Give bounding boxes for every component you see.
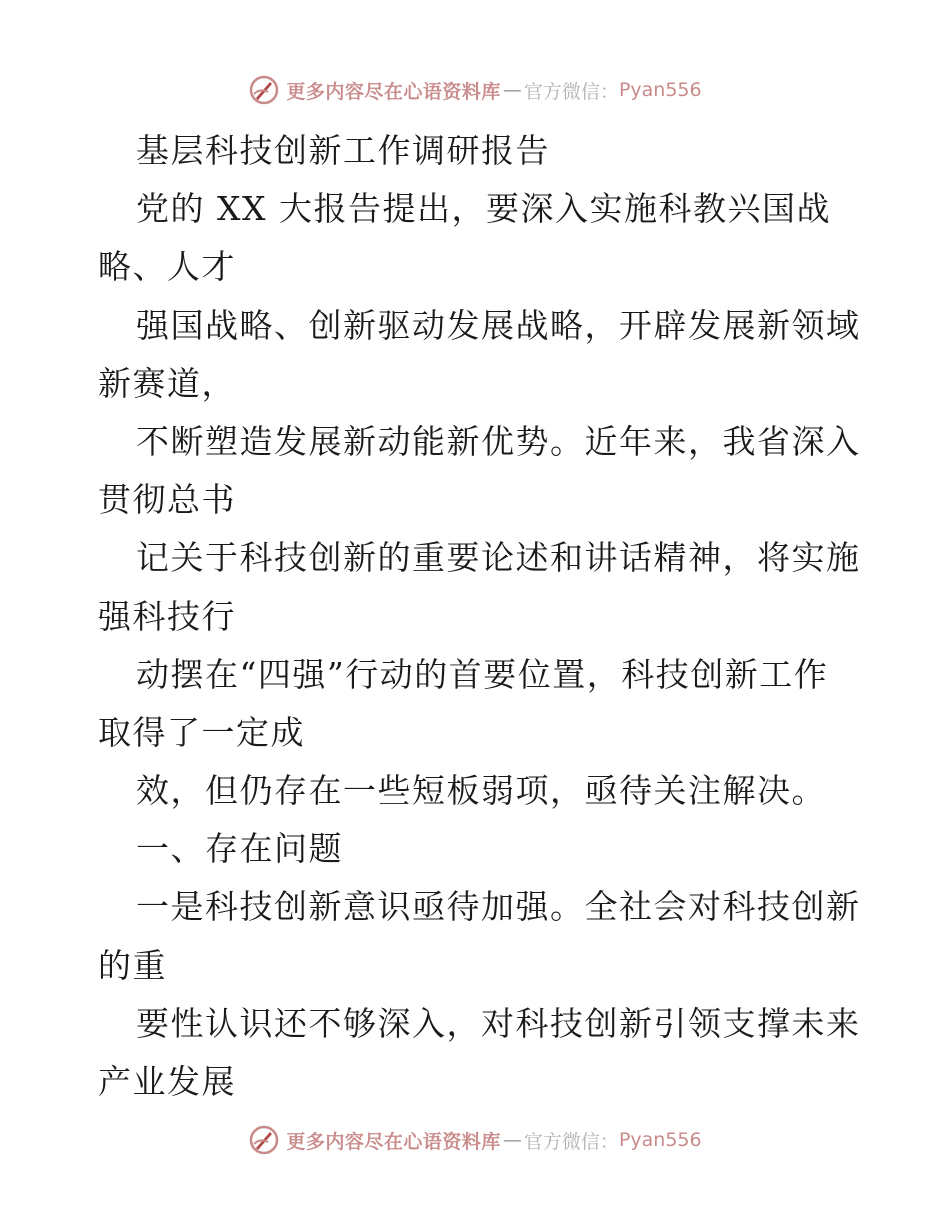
quill-logo-icon (248, 1124, 280, 1156)
text-line: 要性认识还不够深入，对科技创新引领支撑未来 (136, 1003, 861, 1043)
watermark-wechat-label: 官方微信： (523, 1130, 619, 1153)
watermark-brand: 更多内容尽在心语资料库 (286, 1130, 501, 1153)
text-line: 效，但仍存在一些短板弱项，亟待关注解决。 (136, 771, 826, 811)
document-body (98, 122, 861, 1111)
watermark-wechat-id: Pyan556 (618, 79, 702, 101)
watermark-banner-top (0, 70, 950, 110)
text-line: 强科技行 (98, 596, 236, 636)
text-line: 一是科技创新意识亟待加强。全社会对科技创新 (136, 887, 861, 927)
watermark-wechat-id: Pyan556 (618, 1129, 702, 1151)
quill-logo-icon (248, 74, 280, 106)
text-line: 取得了一定成 (98, 712, 305, 752)
watermark-brand: 更多内容尽在心语资料库 (286, 80, 501, 103)
text-line: 一、存在问题 (136, 829, 343, 869)
watermark-wechat-label: 官方微信： (523, 80, 619, 103)
text-line: 略、人才 (98, 247, 236, 287)
watermark-separator: — (502, 1129, 522, 1151)
text-line: 新赛道， (98, 363, 236, 403)
text-line: 的重 (98, 945, 167, 985)
watermark-banner-bottom (0, 1120, 950, 1160)
text-line: 动摆在“四强”行动的首要位置，科技创新工作 (136, 654, 829, 694)
text-line: 记关于科技创新的重要论述和讲话精神，将实施 (136, 538, 861, 578)
text-line: 强国战略、创新驱动发展战略，开辟发展新领域 (136, 305, 861, 345)
text-line: 不断塑造发展新动能新优势。近年来，我省深入 (136, 421, 861, 461)
text-line: 贯彻总书 (98, 480, 236, 520)
text-line: 产业发展 (98, 1062, 236, 1101)
text-line: 党的 XX 大报告提出，要深入实施科教兴国战 (136, 189, 831, 229)
text-line: 基层科技创新工作调研报告 (136, 131, 550, 170)
watermark-separator: — (502, 79, 522, 101)
